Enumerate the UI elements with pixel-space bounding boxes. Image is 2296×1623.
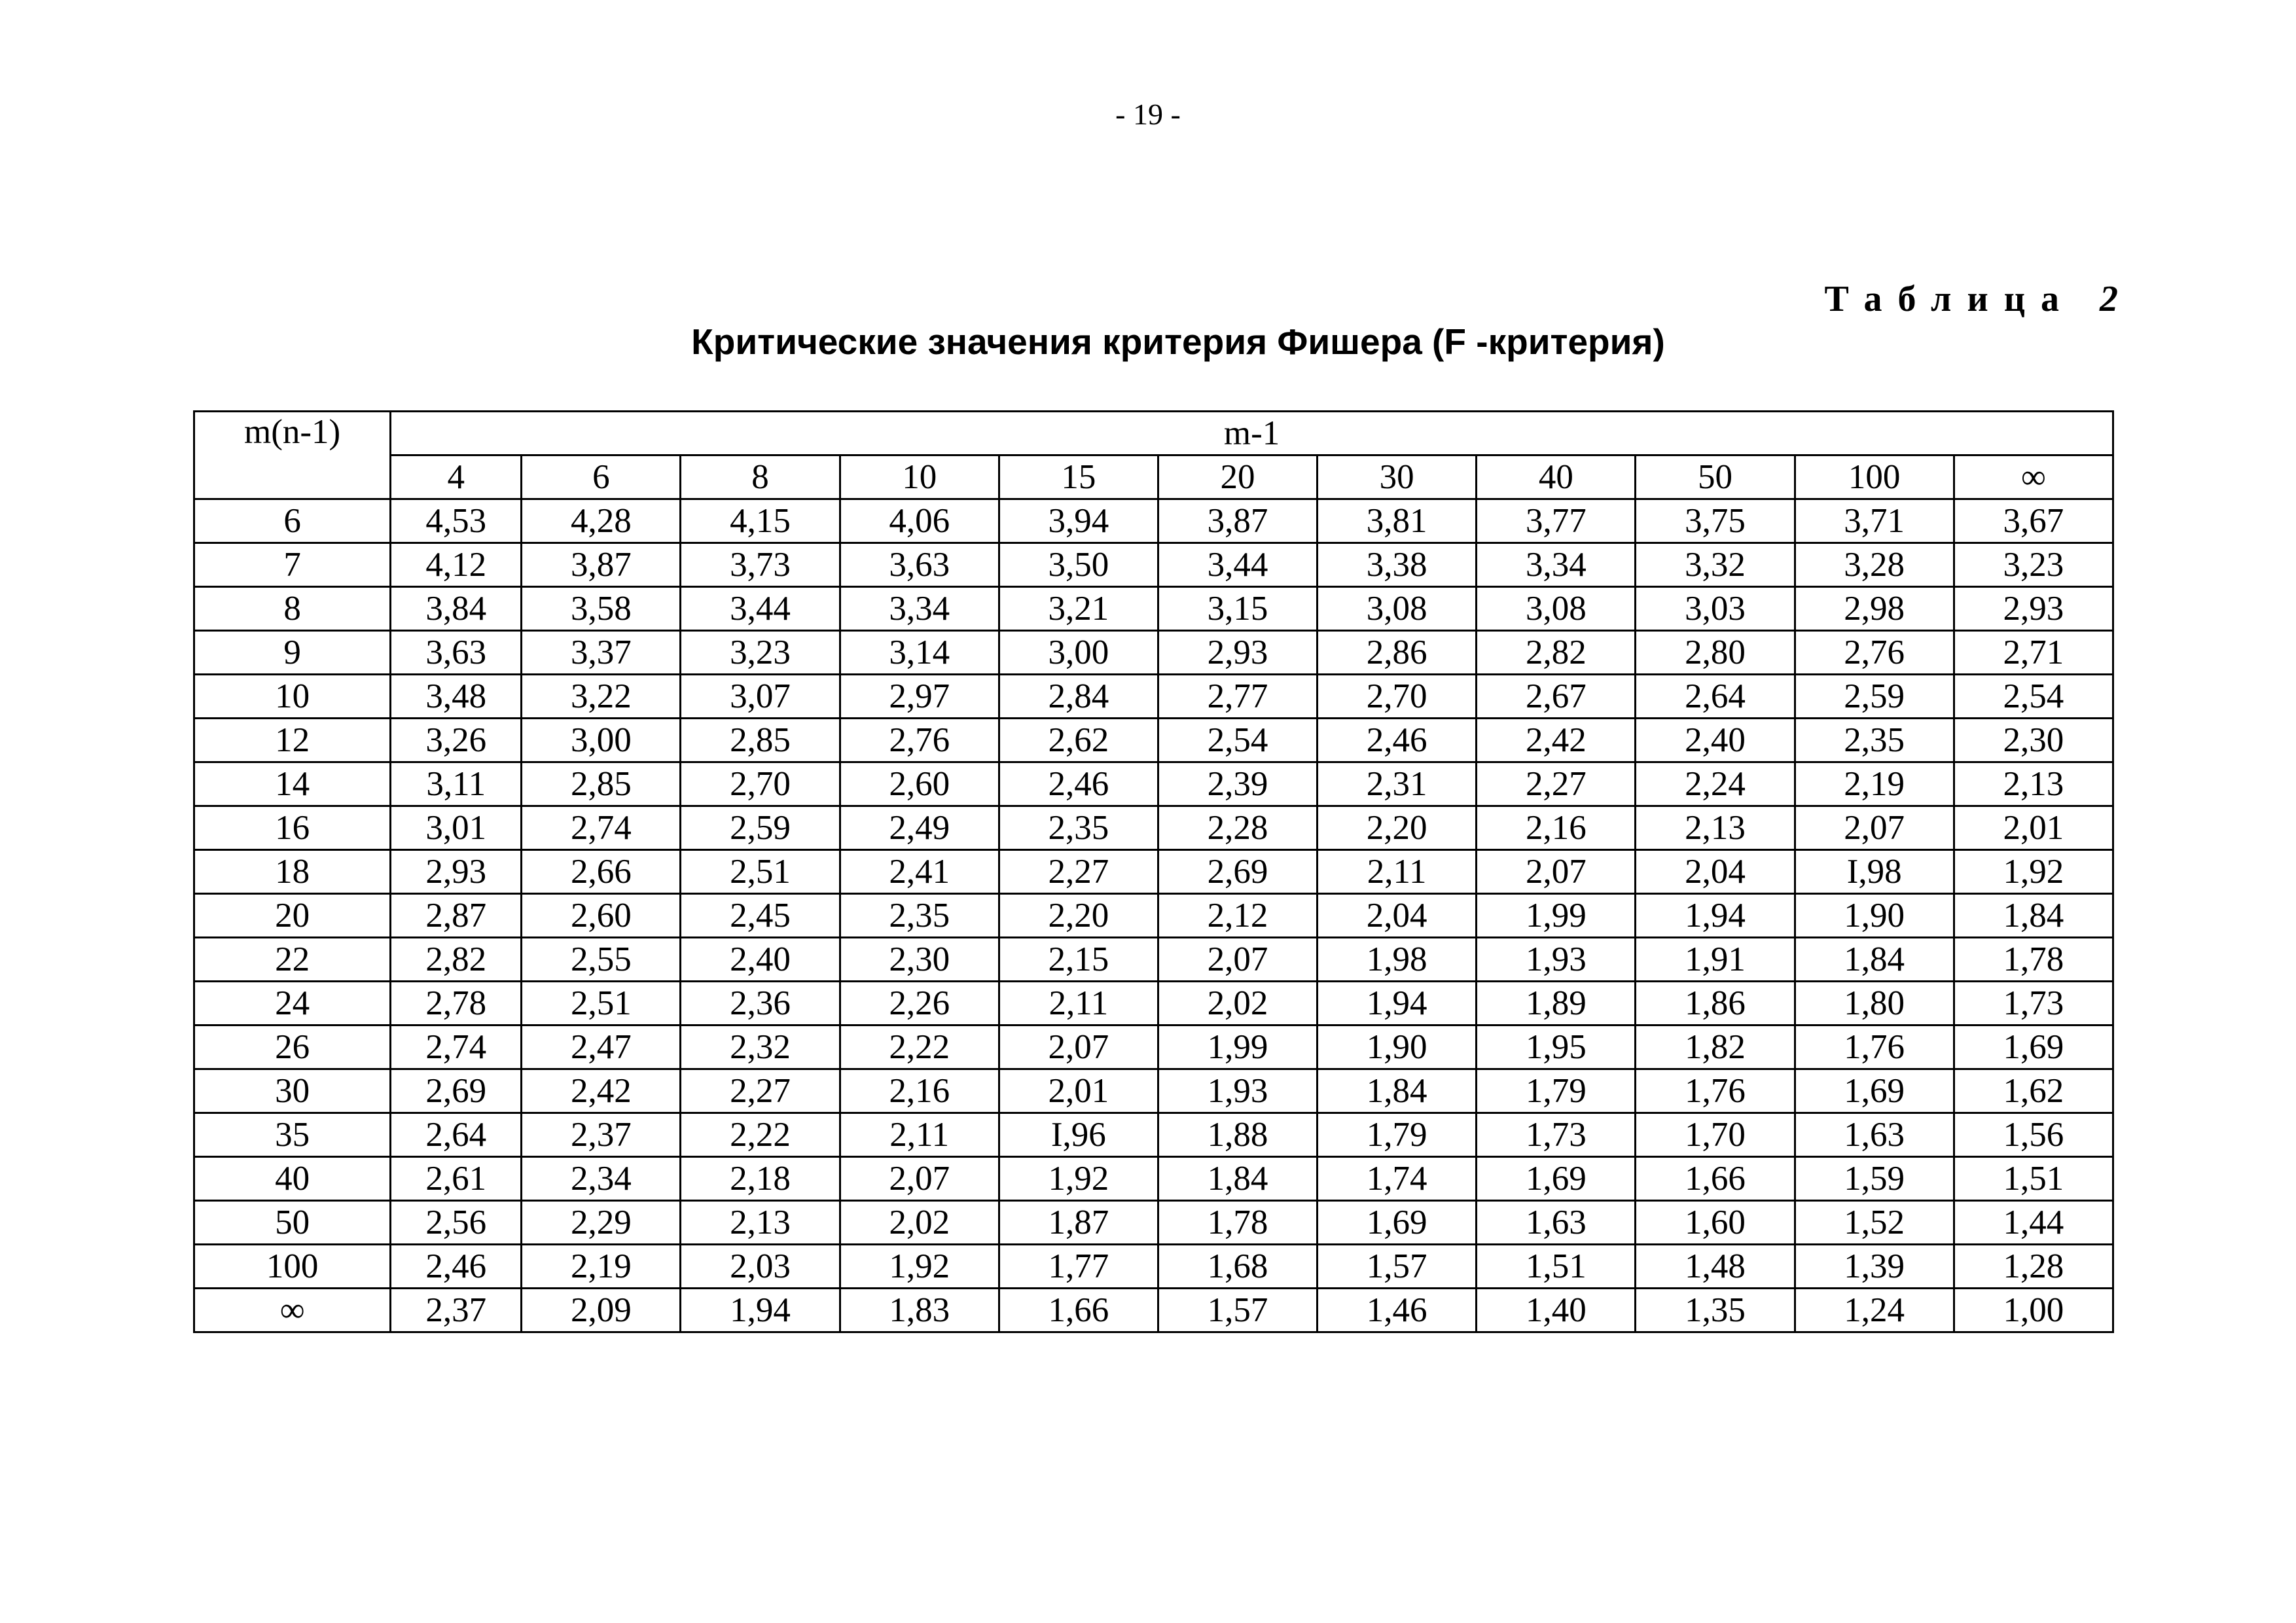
value-cell: 1,76: [1795, 1026, 1954, 1069]
value-cell: 1,82: [1636, 1026, 1795, 1069]
value-cell: 2,35: [1795, 719, 1954, 762]
row-label-cell: 30: [194, 1069, 391, 1113]
value-cell: 3,87: [522, 543, 681, 587]
value-cell: 1,00: [1954, 1289, 2113, 1332]
value-cell: 1,69: [1954, 1026, 2113, 1069]
value-cell: 2,71: [1954, 631, 2113, 675]
value-cell: 1,93: [1477, 938, 1636, 982]
value-cell: 2,29: [522, 1201, 681, 1245]
value-cell: 1,94: [1636, 894, 1795, 938]
value-cell: 3,94: [999, 499, 1158, 543]
value-cell: 1,84: [1318, 1069, 1477, 1113]
value-cell: 3,34: [1477, 543, 1636, 587]
row-label-cell: 7: [194, 543, 391, 587]
value-cell: 4,12: [391, 543, 522, 587]
value-cell: 2,93: [1954, 587, 2113, 631]
value-cell: 2,39: [1158, 762, 1317, 806]
value-cell: 3,00: [522, 719, 681, 762]
table-row: [194, 675, 2113, 719]
value-cell: 2,34: [522, 1157, 681, 1201]
value-cell: 1,86: [1636, 982, 1795, 1026]
value-cell: 3,44: [1158, 543, 1317, 587]
value-cell: 2,76: [1795, 631, 1954, 675]
value-cell: 2,22: [681, 1113, 840, 1157]
row-label-cell: 20: [194, 894, 391, 938]
value-cell: 2,45: [681, 894, 840, 938]
value-cell: 1,79: [1318, 1113, 1477, 1157]
column-header-cell: 50: [1636, 455, 1795, 499]
value-cell: 2,13: [681, 1201, 840, 1245]
value-cell: 2,82: [391, 938, 522, 982]
value-cell: 2,51: [522, 982, 681, 1026]
value-cell: 2,64: [391, 1113, 522, 1157]
value-cell: 2,74: [522, 806, 681, 850]
column-group-header-cell: m-1: [391, 412, 2113, 455]
value-cell: 3,77: [1477, 499, 1636, 543]
value-cell: 2,12: [1158, 894, 1317, 938]
value-cell: 2,35: [999, 806, 1158, 850]
value-cell: 3,50: [999, 543, 1158, 587]
value-cell: 3,71: [1795, 499, 1954, 543]
table-row: [194, 982, 2113, 1026]
value-cell: 1,90: [1795, 894, 1954, 938]
table-row: [194, 938, 2113, 982]
value-cell: 3,03: [1636, 587, 1795, 631]
value-cell: 3,08: [1477, 587, 1636, 631]
value-cell: 2,59: [1795, 675, 1954, 719]
value-cell: 3,38: [1318, 543, 1477, 587]
table-row: [194, 850, 2113, 894]
column-header-cell: ∞: [1954, 455, 2113, 499]
value-cell: 2,28: [1158, 806, 1317, 850]
value-cell: 3,28: [1795, 543, 1954, 587]
value-cell: 2,09: [522, 1289, 681, 1332]
table-row: [194, 1157, 2113, 1201]
value-cell: 1,92: [840, 1245, 999, 1289]
value-cell: 2,32: [681, 1026, 840, 1069]
value-cell: 3,01: [391, 806, 522, 850]
value-cell: 1,73: [1954, 982, 2113, 1026]
value-cell: 4,53: [391, 499, 522, 543]
value-cell: 2,85: [681, 719, 840, 762]
value-cell: 2,54: [1954, 675, 2113, 719]
value-cell: 3,07: [681, 675, 840, 719]
column-header-cell: 4: [391, 455, 522, 499]
value-cell: 2,40: [681, 938, 840, 982]
value-cell: 3,73: [681, 543, 840, 587]
row-label-cell: 9: [194, 631, 391, 675]
value-cell: 1,84: [1158, 1157, 1317, 1201]
value-cell: 1,80: [1795, 982, 1954, 1026]
value-cell: 1,88: [1158, 1113, 1317, 1157]
value-cell: 1,99: [1158, 1026, 1317, 1069]
value-cell: 2,60: [840, 762, 999, 806]
table-row: [194, 1289, 2113, 1332]
row-label-cell: 16: [194, 806, 391, 850]
value-cell: 2,85: [522, 762, 681, 806]
value-cell: 2,04: [1636, 850, 1795, 894]
value-cell: 3,23: [1954, 543, 2113, 587]
value-cell: 3,81: [1318, 499, 1477, 543]
column-header-cell: 6: [522, 455, 681, 499]
value-cell: 1,60: [1636, 1201, 1795, 1245]
value-cell: 2,70: [681, 762, 840, 806]
value-cell: 2,42: [522, 1069, 681, 1113]
value-cell: 2,62: [999, 719, 1158, 762]
value-cell: 1,48: [1636, 1245, 1795, 1289]
page-number: - 19 -: [1115, 98, 1181, 131]
row-label-cell: 35: [194, 1113, 391, 1157]
row-label-cell: 50: [194, 1201, 391, 1245]
table-row: [194, 1113, 2113, 1157]
value-cell: 2,56: [391, 1201, 522, 1245]
value-cell: 1,94: [1318, 982, 1477, 1026]
table-row: [194, 894, 2113, 938]
value-cell: 2,24: [1636, 762, 1795, 806]
value-cell: 2,02: [840, 1201, 999, 1245]
value-cell: 2,69: [1158, 850, 1317, 894]
value-cell: 2,19: [522, 1245, 681, 1289]
value-cell: 3,08: [1318, 587, 1477, 631]
value-cell: 2,93: [391, 850, 522, 894]
value-cell: 2,70: [1318, 675, 1477, 719]
value-cell: 2,98: [1795, 587, 1954, 631]
value-cell: 3,22: [522, 675, 681, 719]
row-label-cell: 22: [194, 938, 391, 982]
value-cell: 2,46: [999, 762, 1158, 806]
value-cell: 3,34: [840, 587, 999, 631]
value-cell: 1,76: [1636, 1069, 1795, 1113]
value-cell: 2,27: [999, 850, 1158, 894]
value-cell: 1,56: [1954, 1113, 2113, 1157]
value-cell: 1,90: [1318, 1026, 1477, 1069]
value-cell: 1,66: [999, 1289, 1158, 1332]
value-cell: 2,59: [681, 806, 840, 850]
value-cell: 2,93: [1158, 631, 1317, 675]
value-cell: 2,07: [840, 1157, 999, 1201]
value-cell: 2,55: [522, 938, 681, 982]
value-cell: 2,87: [391, 894, 522, 938]
value-cell: 2,07: [999, 1026, 1158, 1069]
row-label-cell: 100: [194, 1245, 391, 1289]
value-cell: I,96: [999, 1113, 1158, 1157]
value-cell: 2,35: [840, 894, 999, 938]
value-cell: 2,54: [1158, 719, 1317, 762]
value-cell: 3,58: [522, 587, 681, 631]
value-cell: 2,42: [1477, 719, 1636, 762]
column-header-cell: 20: [1158, 455, 1317, 499]
value-cell: 1,74: [1318, 1157, 1477, 1201]
table-label-number: 2: [2100, 279, 2118, 319]
value-cell: 1,78: [1954, 938, 2113, 982]
value-cell: 2,07: [1795, 806, 1954, 850]
value-cell: 1,79: [1477, 1069, 1636, 1113]
value-cell: I,98: [1795, 850, 1954, 894]
column-header-cell: 30: [1318, 455, 1477, 499]
value-cell: 2,15: [999, 938, 1158, 982]
value-cell: 2,20: [999, 894, 1158, 938]
value-cell: 1,92: [999, 1157, 1158, 1201]
value-cell: 2,66: [522, 850, 681, 894]
row-header-cell: m(n-1): [194, 412, 391, 499]
value-cell: 1,91: [1636, 938, 1795, 982]
value-cell: 2,64: [1636, 675, 1795, 719]
header-row-group: [194, 412, 2113, 455]
value-cell: 1,44: [1954, 1201, 2113, 1245]
value-cell: 2,60: [522, 894, 681, 938]
value-cell: 1,69: [1318, 1201, 1477, 1245]
value-cell: 2,26: [840, 982, 999, 1026]
column-header-cell: 8: [681, 455, 840, 499]
value-cell: 1,66: [1636, 1157, 1795, 1201]
value-cell: 1,35: [1636, 1289, 1795, 1332]
row-label-cell: 8: [194, 587, 391, 631]
value-cell: 2,76: [840, 719, 999, 762]
value-cell: 3,26: [391, 719, 522, 762]
value-cell: 1,59: [1795, 1157, 1954, 1201]
value-cell: 1,69: [1477, 1157, 1636, 1201]
value-cell: 1,70: [1636, 1113, 1795, 1157]
table-row: [194, 543, 2113, 587]
value-cell: 3,23: [681, 631, 840, 675]
value-cell: 1,84: [1795, 938, 1954, 982]
value-cell: 1,98: [1318, 938, 1477, 982]
value-cell: 1,57: [1158, 1289, 1317, 1332]
value-cell: 2,27: [1477, 762, 1636, 806]
row-label-cell: ∞: [194, 1289, 391, 1332]
value-cell: 1,92: [1954, 850, 2113, 894]
value-cell: 3,15: [1158, 587, 1317, 631]
value-cell: 2,07: [1158, 938, 1317, 982]
value-cell: 2,82: [1477, 631, 1636, 675]
table-row: [194, 499, 2113, 543]
value-cell: 1,77: [999, 1245, 1158, 1289]
table-body: [194, 499, 2113, 1332]
row-label-cell: 10: [194, 675, 391, 719]
table-row: [194, 631, 2113, 675]
value-cell: 1,28: [1954, 1245, 2113, 1289]
value-cell: 2,13: [1636, 806, 1795, 850]
value-cell: 3,67: [1954, 499, 2113, 543]
value-cell: 3,11: [391, 762, 522, 806]
value-cell: 2,03: [681, 1245, 840, 1289]
table-row: [194, 719, 2113, 762]
value-cell: 4,15: [681, 499, 840, 543]
value-cell: 2,47: [522, 1026, 681, 1069]
row-label-cell: 14: [194, 762, 391, 806]
value-cell: 4,28: [522, 499, 681, 543]
value-cell: 2,78: [391, 982, 522, 1026]
table-row: [194, 1026, 2113, 1069]
column-header-cell: 100: [1795, 455, 1954, 499]
value-cell: 3,14: [840, 631, 999, 675]
value-cell: 1,51: [1954, 1157, 2113, 1201]
value-cell: 1,40: [1477, 1289, 1636, 1332]
table-header: [194, 412, 2113, 499]
table-row: [194, 1245, 2113, 1289]
value-cell: 2,18: [681, 1157, 840, 1201]
table-label: [1824, 278, 2118, 320]
value-cell: 1,73: [1477, 1113, 1636, 1157]
value-cell: 2,01: [1954, 806, 2113, 850]
value-cell: 1,84: [1954, 894, 2113, 938]
value-cell: 2,41: [840, 850, 999, 894]
value-cell: 1,94: [681, 1289, 840, 1332]
value-cell: 2,97: [840, 675, 999, 719]
value-cell: 1,99: [1477, 894, 1636, 938]
column-header-cell: 40: [1477, 455, 1636, 499]
value-cell: 2,80: [1636, 631, 1795, 675]
value-cell: 1,51: [1477, 1245, 1636, 1289]
row-label-cell: 18: [194, 850, 391, 894]
value-cell: 1,57: [1318, 1245, 1477, 1289]
value-cell: 1,95: [1477, 1026, 1636, 1069]
value-cell: 3,37: [522, 631, 681, 675]
table-row: [194, 806, 2113, 850]
column-header-row: [194, 455, 2113, 499]
row-label-cell: 26: [194, 1026, 391, 1069]
row-label-cell: 24: [194, 982, 391, 1026]
value-cell: 2,36: [681, 982, 840, 1026]
value-cell: 2,67: [1477, 675, 1636, 719]
value-cell: 1,39: [1795, 1245, 1954, 1289]
table-label-word: Таблица: [1824, 279, 2075, 319]
value-cell: 2,13: [1954, 762, 2113, 806]
value-cell: 2,04: [1318, 894, 1477, 938]
value-cell: 1,63: [1795, 1113, 1954, 1157]
value-cell: 2,02: [1158, 982, 1317, 1026]
value-cell: 2,11: [999, 982, 1158, 1026]
value-cell: 1,46: [1318, 1289, 1477, 1332]
value-cell: 2,77: [1158, 675, 1317, 719]
value-cell: 2,84: [999, 675, 1158, 719]
value-cell: 2,16: [1477, 806, 1636, 850]
value-cell: 2,46: [1318, 719, 1477, 762]
table-row: [194, 762, 2113, 806]
value-cell: 2,27: [681, 1069, 840, 1113]
value-cell: 2,30: [840, 938, 999, 982]
column-header-cell: 15: [999, 455, 1158, 499]
value-cell: 1,87: [999, 1201, 1158, 1245]
value-cell: 3,84: [391, 587, 522, 631]
value-cell: 2,37: [391, 1289, 522, 1332]
value-cell: 3,87: [1158, 499, 1317, 543]
value-cell: 4,06: [840, 499, 999, 543]
value-cell: 2,74: [391, 1026, 522, 1069]
value-cell: 1,69: [1795, 1069, 1954, 1113]
value-cell: 1,24: [1795, 1289, 1954, 1332]
value-cell: 2,46: [391, 1245, 522, 1289]
value-cell: 2,61: [391, 1157, 522, 1201]
value-cell: 1,83: [840, 1289, 999, 1332]
value-cell: 2,19: [1795, 762, 1954, 806]
value-cell: 3,75: [1636, 499, 1795, 543]
value-cell: 1,62: [1954, 1069, 2113, 1113]
value-cell: 2,40: [1636, 719, 1795, 762]
value-cell: 2,20: [1318, 806, 1477, 850]
value-cell: 1,89: [1477, 982, 1636, 1026]
value-cell: 2,31: [1318, 762, 1477, 806]
value-cell: 3,00: [999, 631, 1158, 675]
value-cell: 1,52: [1795, 1201, 1954, 1245]
value-cell: 2,22: [840, 1026, 999, 1069]
value-cell: 2,30: [1954, 719, 2113, 762]
value-cell: 2,69: [391, 1069, 522, 1113]
row-label-cell: 12: [194, 719, 391, 762]
column-header-cell: 10: [840, 455, 999, 499]
table-title: Критические значения критерия Фишера (F -критерия): [691, 321, 1665, 362]
value-cell: 2,11: [840, 1113, 999, 1157]
value-cell: 1,68: [1158, 1245, 1317, 1289]
value-cell: 1,93: [1158, 1069, 1317, 1113]
table-row: [194, 587, 2113, 631]
fisher-critical-values-table: [193, 410, 2114, 1333]
value-cell: 2,49: [840, 806, 999, 850]
value-cell: 2,37: [522, 1113, 681, 1157]
row-label-cell: 6: [194, 499, 391, 543]
value-cell: 3,32: [1636, 543, 1795, 587]
value-cell: 2,16: [840, 1069, 999, 1113]
table-row: [194, 1069, 2113, 1113]
value-cell: 3,63: [840, 543, 999, 587]
table-row: [194, 1201, 2113, 1245]
value-cell: 1,63: [1477, 1201, 1636, 1245]
value-cell: 1,78: [1158, 1201, 1317, 1245]
value-cell: 2,86: [1318, 631, 1477, 675]
value-cell: 2,51: [681, 850, 840, 894]
row-label-cell: 40: [194, 1157, 391, 1201]
value-cell: 2,07: [1477, 850, 1636, 894]
value-cell: 3,48: [391, 675, 522, 719]
value-cell: 2,11: [1318, 850, 1477, 894]
value-cell: 2,01: [999, 1069, 1158, 1113]
value-cell: 3,44: [681, 587, 840, 631]
value-cell: 3,63: [391, 631, 522, 675]
value-cell: 3,21: [999, 587, 1158, 631]
